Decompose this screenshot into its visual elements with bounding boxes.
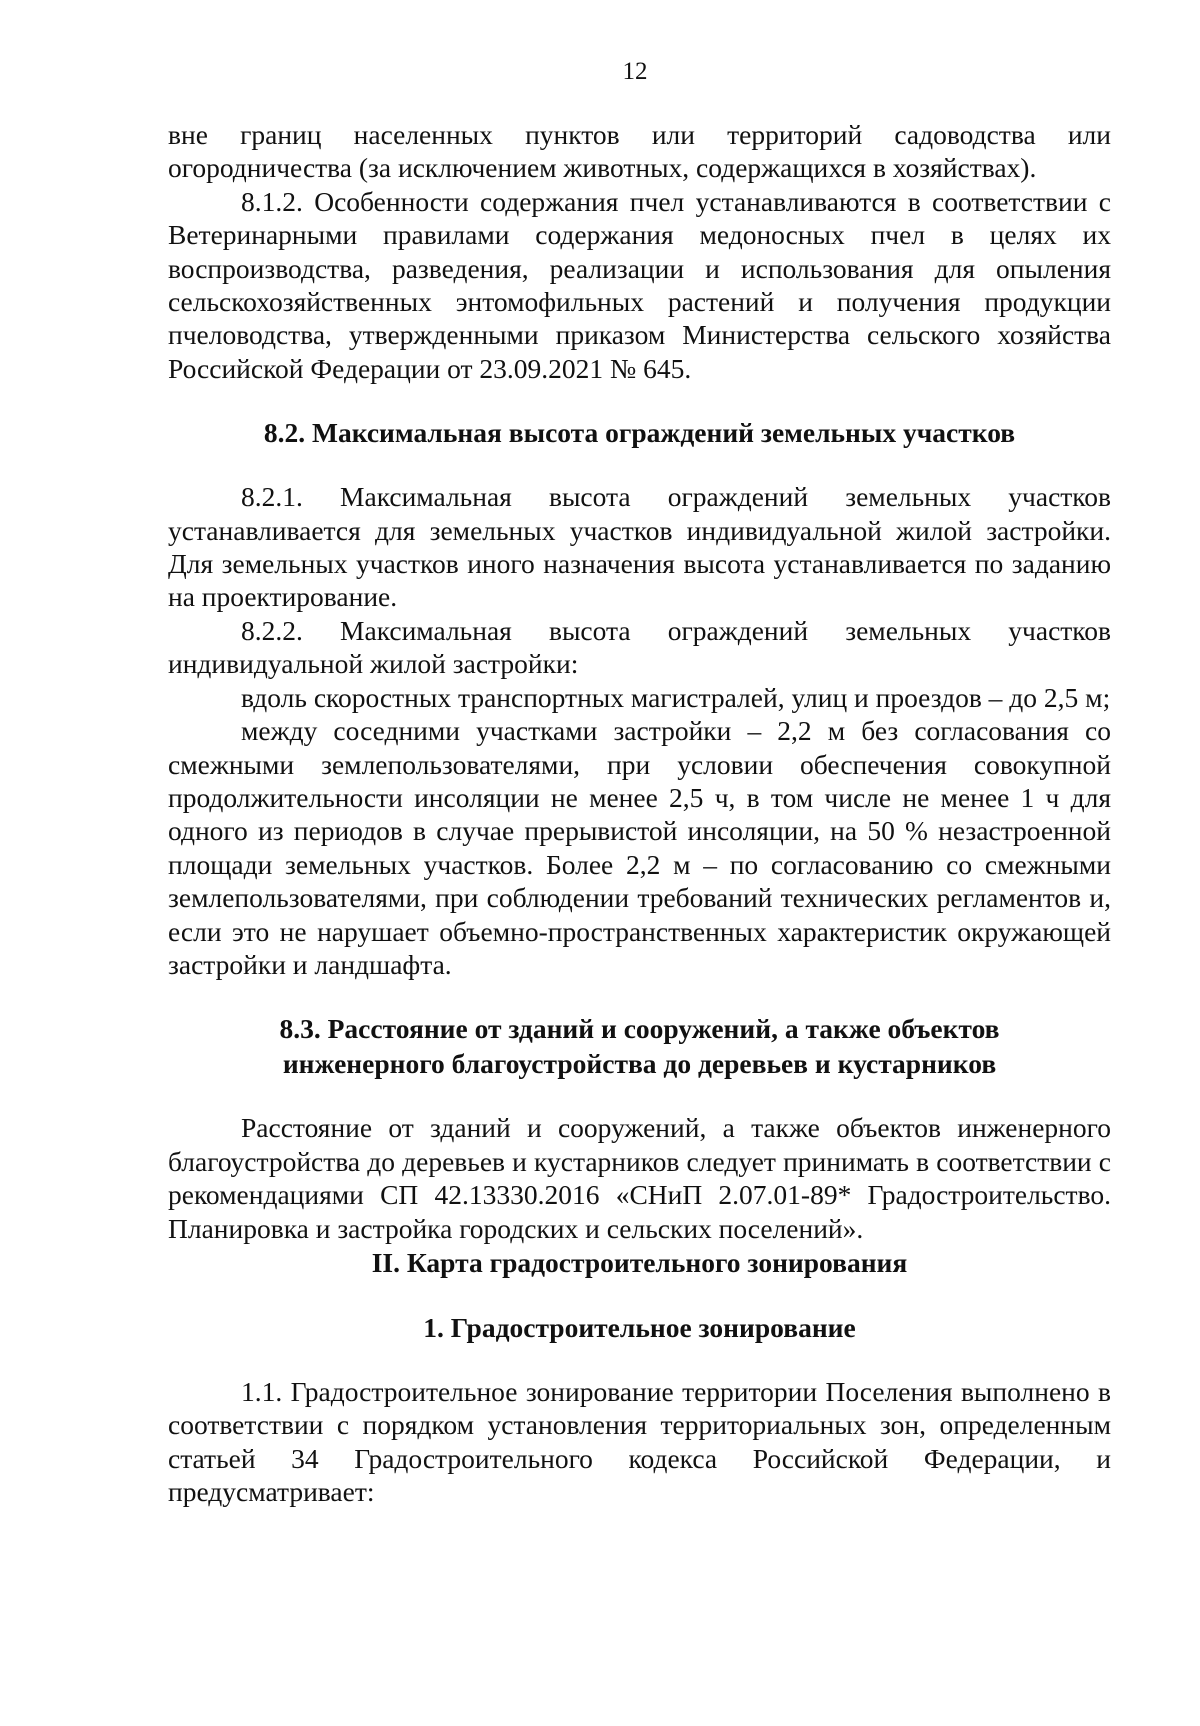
paragraph-8-2-2: 8.2.2. Максимальная высота ограждений земельных участков индивидуальной жилой застройки: <box>168 614 1111 680</box>
heading-1: 1. Градостроительное зонирование <box>423 1311 856 1343</box>
spacer <box>168 981 1111 1011</box>
spacer <box>168 1280 1111 1310</box>
spacer <box>168 450 1111 480</box>
spacer <box>168 1081 1111 1111</box>
paragraph-1-1: 1.1. Градостроительное зонирование территории Поселения выполнено в соответствии с порядком установления территориальных зон, определенным статьей 34 Градостроительного кодекса Российской Федерации, и предусматривает: <box>168 1375 1111 1508</box>
heading-section-II: II. Карта градостроительного зонирования <box>371 1246 908 1278</box>
heading-8-3-line-1: 8.3. Расстояние от зданий и сооружений, а также объектов <box>279 1013 1000 1045</box>
paragraph-8-3: Расстояние от зданий и сооружений, а также объектов инженерного благоустройства до деревьев и кустарников следует принимать в соответствии с рекомендациями СП 42.13330.2016 «СНиП 2.07.01-89* Градостроительство. Планировка и застройка городских и сельских поселений». <box>168 1112 1111 1244</box>
paragraph-8-2-1: 8.2.1. Максимальная высота ограждений земельных участков устанавливается для земельных участков индивидуальной жилой застройки. Для земельных участков иного назначения высота устанавливается по заданию на проектирование. <box>168 481 1111 613</box>
paragraph-along-roads: вдоль скоростных транспортных магистралей, улиц и проездов – до 2,5 м; <box>241 681 1111 713</box>
heading-8-3-line-2: инженерного благоустройства до деревьев и кустарников <box>282 1048 997 1080</box>
paragraph-between-plots: между соседними участками застройки – 2,2 м без согласования со смежными землепользователями, при условии обеспечения совокупной продолжительности инсоляции не менее 2,5 ч, в том числе не менее 1 ч для одного из периодов в случае прерывистой инсоляции, на 50 % незастроенной площади земельных участков. Более 2,2 м – по согласованию со смежными землепользователями, при соблюдении требований технических регламентов и, если это не нарушает объемно-пространственных характеристик окружающей застройки и ландшафта. <box>168 715 1111 980</box>
page-number: 12 <box>622 58 648 85</box>
heading-8-2: 8.2. Максимальная высота ограждений земельных участков <box>263 417 1016 449</box>
paragraph-intro: вне границ населенных пунктов или территорий садоводства или огородничества (за исключением животных, содержащихся в хозяйствах). <box>168 119 1111 184</box>
page-body <box>168 118 1111 1509</box>
spacer <box>168 385 1111 415</box>
spacer <box>168 1345 1111 1375</box>
paragraph-8-1-2: 8.1.2. Особенности содержания пчел устанавливаются в соответствии с Ветеринарными правилами содержания медоносных пчел в целях их воспроизводства, разведения, реализации и использования для опыления сельскохозяйственных энтомофильных растений и получения продукции пчеловодства, утвержденными приказом Министерства сельского хозяйства Российской Федерации от 23.09.2021 № 645. <box>168 185 1111 384</box>
